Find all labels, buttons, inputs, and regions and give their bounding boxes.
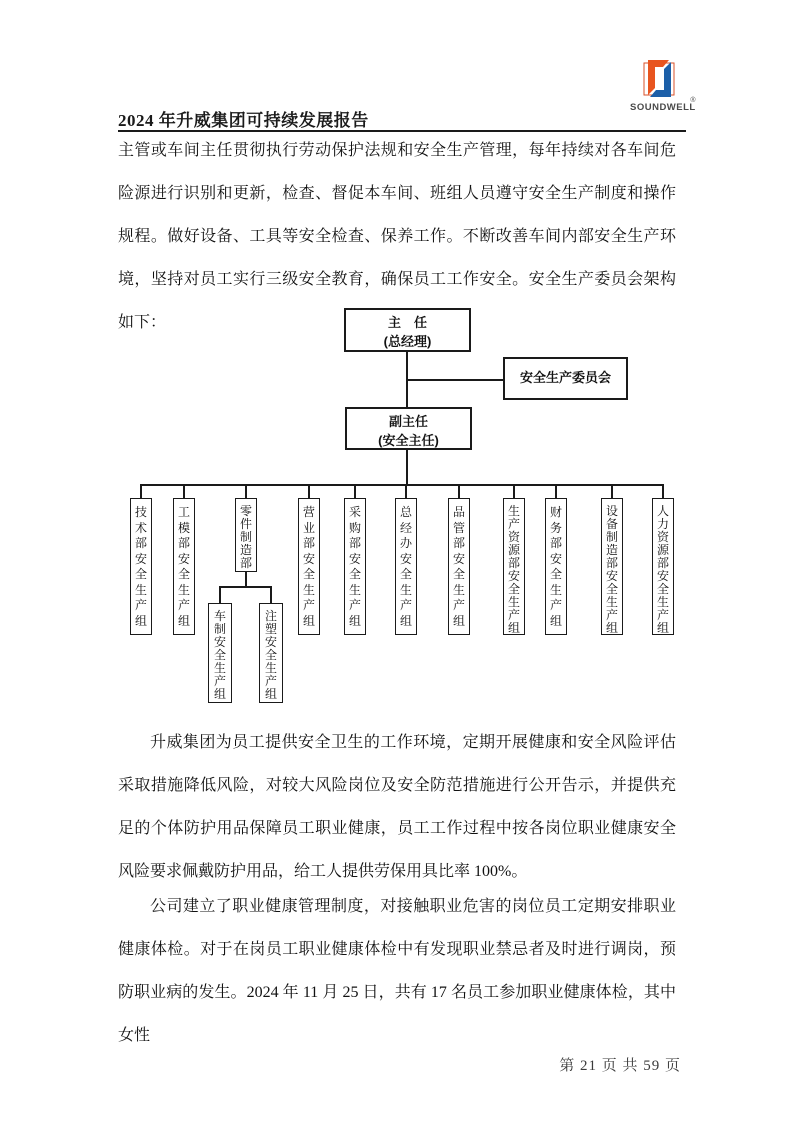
org-box-deputy-director: 副主任 (安全主任) (345, 407, 472, 450)
org-box-quality-dept: 品管部安全生产组 (448, 498, 470, 635)
org-box-finance-dept: 财务部安全生产组 (545, 498, 567, 635)
paragraph-occupational-health: 升威集团为员工提供安全卫生的工作环境，定期开展健康和安全风险评估采取措施降低风险，对较大风险岗位及安全防范措施进行公开告示，并提供充足的个体防护用品保障员工职业健康，员工工作过程中按各岗位职业健康安全风险要求佩戴防护用品，给工人提供劳保用具比率 100%。 (118, 734, 676, 880)
soundwell-logo-icon (641, 58, 677, 100)
org-box-purchasing-dept: 采购部安全生产组 (344, 498, 366, 635)
report-title: 2024 年升威集团可持续发展报告 (118, 111, 369, 130)
org-box-technology-dept: 技术部安全生产组 (130, 498, 152, 635)
org-box-director: 主 任 (总经理) (344, 308, 471, 352)
paragraph-health-checkup: 公司建立了职业健康管理制度，对接触职业危害的岗位员工定期安排职业健康体检。对于在岗员工职业健康体检中有发现职业禁忌者及时进行调岗，预防职业病的发生。2024 年 11 月 25 日，共有 17 名员工参加职业健康体检，其中女性 (118, 898, 676, 1044)
org-box-safety-committee: 安全生产委员会 (503, 357, 628, 400)
org-box-machining-group: 车制安全生产组 (208, 603, 232, 703)
org-box-sales-dept: 营业部安全生产组 (298, 498, 320, 635)
registered-trademark-symbol: ® (690, 97, 696, 104)
org-box-injection-molding-group: 注塑安全生产组 (259, 603, 283, 703)
soundwell-logo (630, 58, 696, 113)
soundwell-wordmark: SOUNDWELL ® (630, 97, 696, 113)
page-number: 第 21 页 共 59 页 (559, 1058, 681, 1074)
org-box-equipment-mfg-dept: 设备制造部安全生产组 (601, 498, 623, 635)
org-box-tooling-dept: 工模部安全生产组 (173, 498, 195, 635)
paragraph-safety-management: 主管或车间主任贯彻执行劳动保护法规和安全生产管理，每年持续对各车间危险源进行识别和更新，检查、督促本车间、班组人员遵守安全生产制度和操作规程。做好设备、工具等安全检查、保养工作。不断改善车间内部安全生产环境，坚持对员工实行三级安全教育，确保员工工作安全。安全生产委员会架构如下： (118, 142, 676, 331)
safety-committee-org-chart (0, 300, 794, 712)
org-box-production-resources: 生产资源部安全生产组 (503, 498, 525, 635)
org-box-gm-office: 总经办安全生产组 (395, 498, 417, 635)
org-box-parts-manufacturing: 零件制造部 (235, 498, 257, 572)
org-box-human-resources-dept: 人力资源部安全生产组 (652, 498, 674, 635)
